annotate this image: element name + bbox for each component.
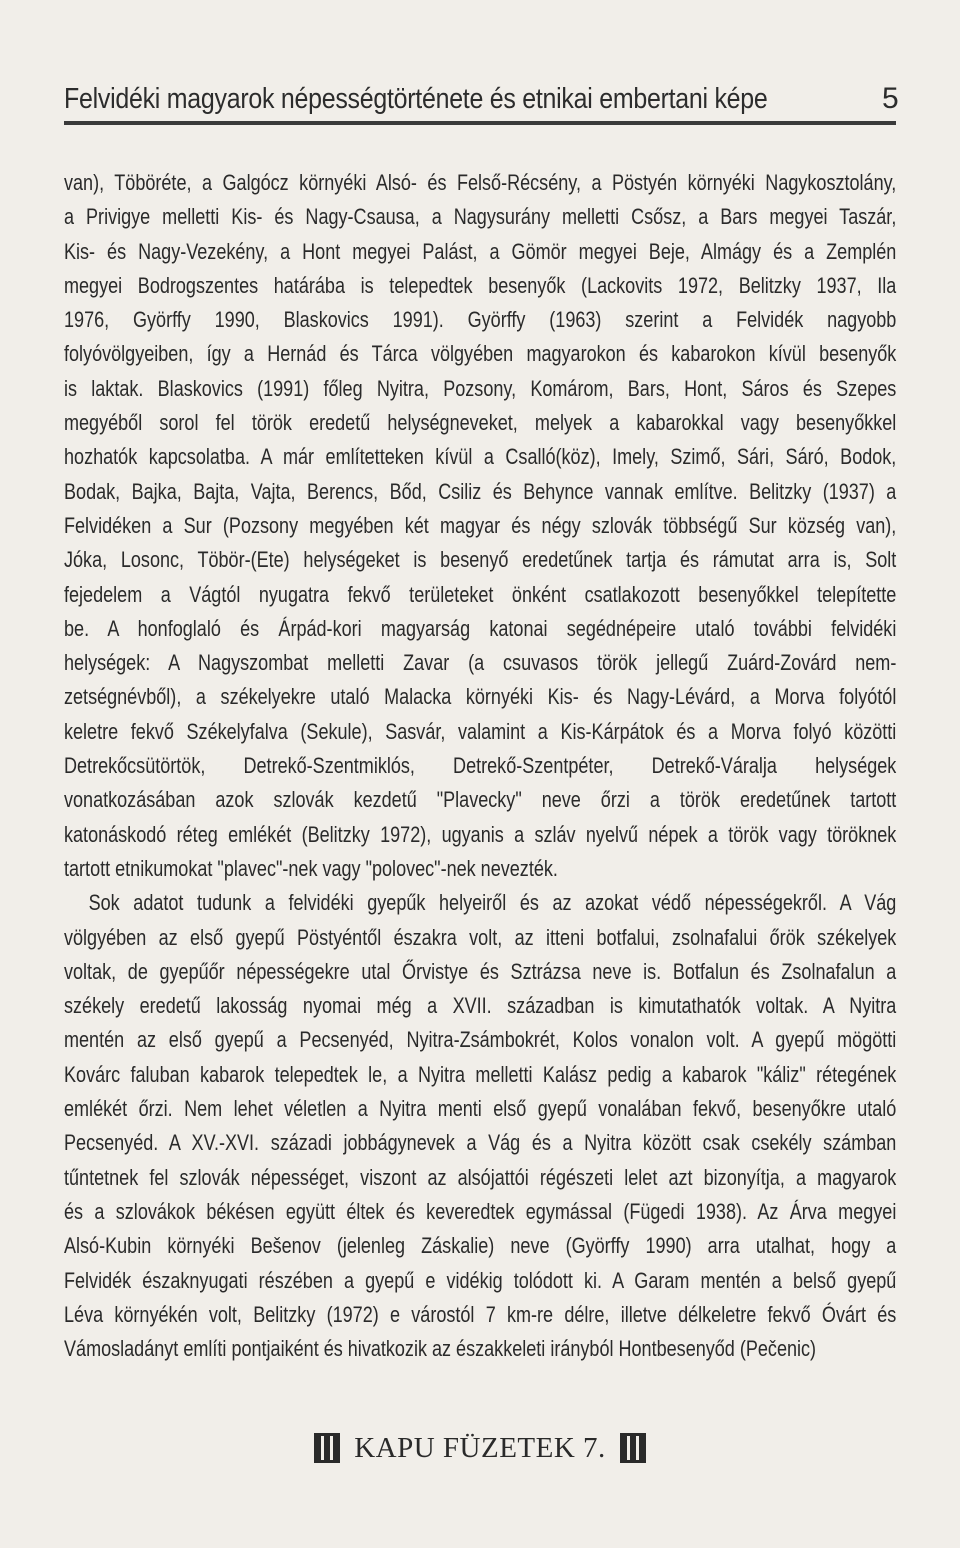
text-line: Felvidék északnyugati részében a gyepű e vidékig tolódott ki. A Garam mentén a belső gyepű: [64, 1267, 897, 1293]
text-line: Léva környékén volt, Belitzky (1972) e várostól 7 km-re délre, illetve délkeletre fekvő Óvárt és: [64, 1301, 897, 1327]
header-rule: [64, 121, 896, 125]
text-line: folyóvölgyeiben, így a Hernád és Tárca völgyében magyarokon és kabarokon kívül besenyők: [64, 341, 897, 367]
text-line: és a szlovákok békésen együtt éltek és keveredtek egymással (Fügedi 1938). Az Árva megyei: [64, 1198, 897, 1224]
text-line: zetségnévből), a székelyekre utaló Malacka környéki Kis- és Nagy-Lévárd, a Morva folyótól: [64, 684, 897, 710]
text-line: Kis- és Nagy-Vezekény, a Hont megyei Palást, a Gömör megyei Beje, Almágy és a Zemplén: [64, 238, 897, 264]
text-line: fejedelem a Vágtól nyugatra fekvő területeket önként csatlakozott besenyőkkel telepítette: [64, 581, 897, 607]
text-line: völgyében az első gyepű Pöstyéntől északra volt, az itteni botfalui, zsolnafalui őrök székelyek: [64, 924, 897, 950]
footer-left-ornament: [314, 1433, 340, 1463]
running-header: [64, 72, 899, 116]
text-line: Bodak, Bajka, Bajta, Vajta, Berencs, Bőd, Csiliz és Behynce vannak említve. Belitzky (1937) a: [64, 478, 897, 504]
running-title: Felvidéki magyarok népességtörténete és etnikai embertani képe: [64, 83, 768, 115]
text-line: voltak, de gyepűőr népességekre utal Őrvistye és Sztrázsa neve is. Botfalun és Zsolnafalun a: [64, 958, 897, 984]
text-line: is laktak. Blaskovics (1991) főleg Nyitra, Pozsony, Komárom, Bars, Hont, Sáros és Szepes: [64, 375, 897, 401]
text-line: mentén az első gyepű a Pecsenyéd, Nyitra-Zsámbokrét, Kolos vonalon volt. A gyepű mögötti: [64, 1027, 897, 1053]
footer: [0, 1426, 960, 1470]
text-line: Detrekőcsütörtök, Detrekő-Szentmiklós, Detrekő-Szentpéter, Detrekő-Váralja helységek: [64, 753, 897, 779]
text-line: a Privigye melletti Kis- és Nagy-Csausa, a Nagysurány melletti Csősz, a Bars megyei Taszár,: [64, 204, 897, 230]
text-line: helységek: A Nagyszombat melletti Zavar (a csuvasos török jellegű Zuárd-Zovárd nem-: [64, 650, 897, 676]
text-line: emlékét őrzi. Nem lehet véletlen a Nyitra menti első gyepű vonalában fekvő, besenyőkre utaló: [64, 1096, 897, 1122]
text-line: Alsó-Kubin környéki Bešenov (jelenleg Záskalie) neve (Györffy 1990) arra utalhat, hogy a: [64, 1233, 897, 1259]
footer-title: KAPU FÜZETEK 7.: [354, 1431, 606, 1464]
text-line: keletre fekvő Székelyfalva (Sekule), Sasvár, valamint a Kis-Kárpátok és a Morva folyó közötti: [64, 718, 897, 744]
text-line: Pecsenyéd. A XV.-XVI. századi jobbágynevek a Vág és a Nyitra között csak csekély számban: [64, 1130, 897, 1156]
page-number: 5: [882, 82, 899, 115]
body-text: [64, 166, 896, 1366]
text-line: hozhatók kapcsolatba. A már említetteken kívül a Csalló(köz), Imely, Szimő, Sári, Sáró, Bodok,: [64, 444, 897, 470]
text-line: székely eredetű lakosság nyomai még a XVII. században is kimutathatók voltak. A Nyitra: [64, 993, 897, 1019]
text-line: Kovárc faluban kabarok telepedtek le, a Nyitra melletti Kalász pedig a kabarok "káliz" rétegének: [64, 1061, 897, 1087]
text-line: van), Töböréte, a Galgócz környéki Alsó- és Felső-Récsény, a Pöstyén környéki Nagykosztolány,: [64, 170, 897, 195]
text-line: be. A honfoglaló és Árpád-kori magyarság katonai segédnépeire utaló további felvidéki: [64, 615, 897, 641]
footer-right-ornament: [620, 1433, 646, 1463]
text-line: tűntetnek fel szlovák népességet, viszont az alsójattói régészeti lelet azt bizonyítja, a magyarok: [64, 1164, 897, 1190]
text-line: Jóka, Losonc, Töbör-(Ete) helységeket is besenyő eredetűnek tartja és rámutat arra is, Solt: [64, 547, 897, 573]
text-line: megyei Bodrogszentes határába is telepedtek besenyők (Lackovits 1972, Belitzky 1937, Ila: [64, 272, 897, 298]
text-line: tartott etnikumokat "plavec"-nek vagy "polovec"-nek nevezték.: [64, 855, 558, 881]
text-line: 1976, Györffy 1990, Blaskovics 1991). Györffy (1963) szerint a Felvidék nagyobb: [64, 307, 897, 333]
text-line: katonáskodó réteg emlékét (Belitzky 1972), ugyanis a szláv nyelvű népek a török vagy töröknek: [64, 821, 897, 847]
text-line: vonatkozásában azok szlovák kezdetű "Plavecky" neve őrzi a török eredetűnek tartott: [64, 787, 897, 813]
text-line: Felvidéken a Sur (Pozsony megyében két magyar és négy szlovák többségű Sur község van),: [64, 512, 897, 538]
text-line: Sok adatot tudunk a felvidéki gyepűk helyeiről és az azokat védő népességekről. A Vág: [88, 890, 897, 916]
text-line: megyéből sorol fel török eredetű helységneveket, melyek a kabarokkal vagy besenyőkkel: [64, 410, 897, 436]
text-line: Vámosladányt említi pontjaiként és hivatkozik az északkeleti irányból Hontbesenyőd (Pečenic): [64, 1336, 817, 1362]
